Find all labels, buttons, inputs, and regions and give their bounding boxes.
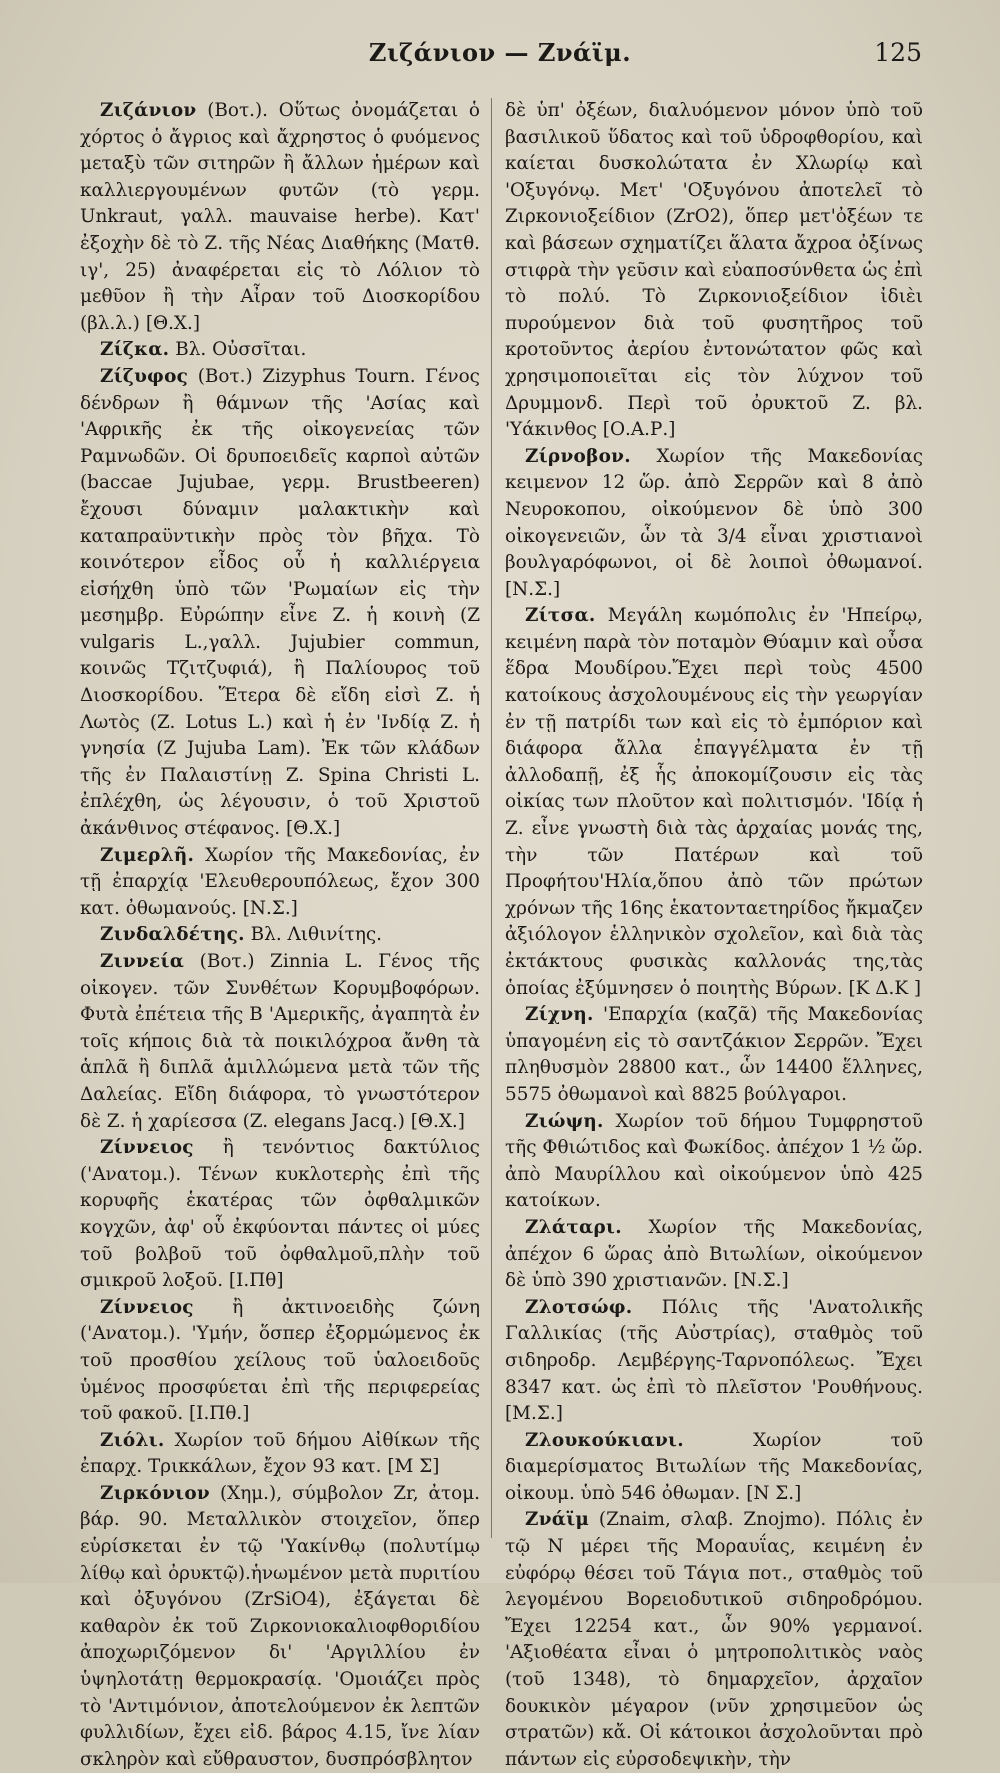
entry-headword: Ζλάταρι. [525,1216,622,1238]
entry-text: (Znaim, σλαβ. Znojmo). Πόλις ἐν τῷ Ν μέρει τῆς Μοραυΐας, κειμένη ἐν εὐφόρῳ θέσει τοῦ Τάγια ποτ., σταθμὸς τοῦ λεγομένου Βορειοδυτικοῦ σιδηροδρόμου. Ἔχει 12254 κατ., ὧν 90% γερμανοί. 'Αξιοθέατα εἶναι ὁ μητροπολιτικὸς ναὸς (τοῦ 1348), τὸ δημαρχεῖον, ἀρχαῖον δουκικὸν μέγαρον (νῦν χρησιμεῦον ὡς στρατῶν) κἄ. Οἱ κάτοικοι ἀσχολοῦνται πρὸ πάντων εἰς εὐρσοδεψικὴν, τὴν [505,1509,923,1770]
entry-text: (Βοτ.) Zizyphus Tourn. Γένος δένδρων ἢ θάμνων τῆς 'Ασίας καὶ 'Αφρικῆς ἐκ τῆς οἰκογενείας τῶν Ραμνωδῶν. Οἱ δρυποειδεῖς καρποὶ αὐτῶν (baccae Jujubae, γερμ. Brustbeeren) ἔχουσι δύναμιν μαλακτικὴν καὶ καταπραϋντικὴν πρὸς τὸν βῆχα. Τὸ κοινότερον εἶδος οὗ ἡ καλλιέργεια εἰσήχθη ὑπὸ τῶν 'Ρωμαίων εἰς τὴν μεσημβρ. Εὐρώπην εἶνε Ζ. ἡ κοινὴ (Z vulgaris L.,γαλλ. Jujubier commun, κοινῶς Τζιτζυφιά), ἢ Παλίουρος τοῦ Διοσκορίδου. Ἕτερα δὲ εἴδη εἰσὶ Ζ. ἡ Λωτὸς (Z. Lotus L.) καὶ ἡ ἐν 'Ινδίᾳ Ζ. ἡ γνησία (Z Jujuba Lam). Ἐκ τῶν κλάδων τῆς ἐν Παλαιστίνῃ Z. Spina Christi L. ἐπλέχθη, ὡς λέγουσιν, ὁ τοῦ Χριστοῦ ἀκάνθινος στέφανος. [Θ.Χ.] [80,365,480,840]
entry-headword: Ζίτσα. [525,605,596,627]
entry-headword: Ζιμερλῆ. [100,844,195,866]
entry-text: Χωρίον τοῦ δήμου Τυμφρηστοῦ τῆς Φθιώτιδος καὶ Φωκίδος. ἀπέχον 1 ½ ὥρ. ἀπὸ Μαυρίλλου καὶ οἰκούμενον ὑπὸ 425 κατοίκων. [505,1110,923,1212]
entry [80,337,480,364]
entry [505,444,923,604]
entry [505,603,923,1002]
entry [505,1507,923,1773]
entry-headword: Ζίρνοβον. [525,445,631,467]
entry [80,949,480,1135]
entry [505,1002,923,1108]
entry-text: Χωρίον τῆς Μακεδονίας κειμενον 12 ὥρ. ἀπὸ Σερρῶν καὶ 8 ἀπὸ Νευροκοπου, οἰκούμενον δὲ ὑπὸ 300 οἰκογενειῶν, ὧν τὰ 3/4 εἶναι χριστιανοὶ βουλγαρόφωνοι, οἱ δὲ λοιποὶ ὀθωμανοί. [Ν.Σ.] [505,445,923,600]
entry-headword: Ζίζυφος [100,365,189,387]
entry-text: Χωρίον τῆς Μακεδονίας, ἀπέχον 6 ὥρας ἀπὸ Βιτωλίων, οἰκούμενον δὲ ὑπὸ 390 χριστιανῶν. [Ν.Σ.] [505,1216,923,1292]
entry [505,98,923,444]
entry-text: Μεγάλη κωμόπολις ἐν 'Ηπείρῳ, κειμένη παρὰ τὸν ποταμὸν Θύαμιν καὶ οὖσα ἕδρα Μουδίρου.Ἔχει περὶ τοὺς 4500 κατοίκους ἀσχολουμένους εἰς τὴν γεωργίαν ἐν τῇ πατρίδι των καὶ εἰς τὸ ἐμπόριον καὶ διάφορα ἄλλα ἐπαγγέλματα ἐν τῇ ἀλλοδαπῇ, ἐξ ἧς ἀποκομίζουσιν εἰς τὰς οἰκίας των πλοῦτον καὶ πολιτισμόν. 'Ιδίᾳ ἡ Ζ. εἶνε γνωστὴ διὰ τὰς ἀρχαίας μονάς της, τὴν τῶν Πατέρων καὶ τοῦ Προφήτου'Ηλία,ὅπου ἀπὸ τῶν πρώτων χρόνων τῆς 16ης ἑκατονταετηρίδος ἤκμαζεν ἀξιόλογον ἑλληνικὸν σχολεῖον, καὶ διὰ τὰς ἐκτάκτους φυσικὰς καλλονάς της,τὰς ὁποίας ἐξύμνησεν ὁ ποιητὴς Βύρων. [Κ Δ.Κ ] [505,605,923,999]
entry-text: Χωρίον τῆς Μακεδονίας, ἐν τῇ ἐπαρχίᾳ 'Ελευθερουπόλεως, ἔχον 300 κατ. ὀθωμανούς. [Ν.Σ.] [80,844,480,919]
entry-headword: Ζιόλι. [100,1429,165,1451]
entry [505,1109,923,1215]
entry-headword: Ζίννειος [100,1137,194,1159]
entry-headword: Ζλουκούκιανι. [525,1429,684,1451]
page-number: 125 [874,38,922,67]
entry-text: 'Επαρχία (καζᾶ) τῆς Μακεδονίας ὑπαγομένη εἰς τὸ σαντζάκιον Σερρῶν. Ἔχει πληθυσμὸν 28800 κατ., ὧν 14400 ἕλληνες, 5575 ὀθωμανοὶ καὶ 8825 βούλγαροι. [505,1004,923,1105]
entry-headword: Ζλοτσώφ. [525,1296,633,1318]
entry-text: (Βοτ.) Zinnia L. Γένος τῆς οἰκογεν. τῶν Συνθέτων Κορυμβοφόρων. Φυτὰ ἐπέτεια τῆς Β 'Αμερικῆς, ἀγαπητὰ ἐν τοῖς κήποις διὰ τὰ ποικιλόχροα ἄνθη τὰ ἁπλᾶ ἢ διπλᾶ ἁμιλλώμενα μετὰ τῶν τῆς Δαλείας. Εἴδη διάφορα, τὸ γνωστότερον δὲ Ζ. ἡ χαρίεσσα (Z. elegans Jacq.) [Θ.Χ.] [80,951,480,1132]
entry-text: ἢ τενόντιος δακτύλιος ('Ανατομ.). Τένων κυκλοτερὴς ἐπὶ τῆς κορυφῆς ἑκατέρας τῶν ὀφθαλμικῶν κογχῶν, ἀφ' οὗ ἐκφύονται πάντες οἱ μύες τοῦ βολβοῦ τοῦ ὀφθαλμοῦ,πλὴν τοῦ σμικροῦ λοξοῦ. [Ι.Πθ] [80,1137,480,1292]
entry [80,98,480,337]
entry-headword: Ζιώψη. [525,1110,604,1132]
entry [505,1428,923,1508]
entry [80,843,480,923]
entry [505,1215,923,1295]
entry-headword: Ζιννεία [100,951,185,972]
left-column [80,98,480,1773]
entry-headword: Ζίννειος [100,1296,194,1318]
entry-headword: Ζινδαλδέτης. [100,924,245,946]
entry-headword: Ζιρκόνιον [100,1482,210,1504]
entry-text: ἢ ἀκτινοειδὴς ζώνη ('Ανατομ.). 'Υμήν, ὅσπερ ἐξορμώμενος ἐκ τοῦ προσθίου χείλους τοῦ ὑαλοειδοῦς ὑμένος προσφύεται ἐπὶ τῆς περιφερείας τοῦ φακοῦ. [Ι.Πθ.] [80,1296,480,1425]
entry-text: Βλ. Λιθινίτης. [250,924,383,946]
entry [80,364,480,843]
entry-text: Χωρίον τοῦ διαμερίσματος Βιτωλίων τῆς Μακεδονίας, οἰκουμ. ὑπὸ 546 ὀθωμαν. [Ν Σ.] [505,1429,923,1504]
entry-text: Βλ. Οὐσσῖται. [175,339,307,361]
right-column [505,98,923,1773]
column-rule [491,98,492,1538]
entry [505,1295,923,1428]
running-head: Ζιζάνιον — Ζνάϊμ. [368,38,632,67]
entry-text: Χωρίον τοῦ δήμου Αἰθίκων τῆς ἐπαρχ. Τρικκάλων, ἔχον 93 κατ. [Μ Σ] [80,1429,480,1478]
entry [80,1135,480,1295]
entry [80,1295,480,1428]
entry-headword: Ζιζάνιον [100,100,197,121]
entry-text: (Βοτ.). Οὕτως ὀνομάζεται ὁ χόρτος ὁ ἄγριος καὶ ἄχρηστος ὁ φυόμενος μεταξὺ τῶν σιτηρῶν ἢ ἄλλων ἡμέρων καὶ καλλιεργουμένων φυτῶν (τὸ γερμ. Unkraut, γαλλ. mauvaise herbe). Κατ' ἐξοχὴν δὲ τὸ Ζ. τῆς Νέας Διαθήκης (Ματθ. ιγ', 25) ἀναφέρεται εἰς τὸ Λόλιον τὸ μεθῦον ἢ τὴν Αἶραν τοῦ Διοσκορίδου (βλ.λ.) [Θ.Χ.] [80,100,480,334]
entry-text: δὲ ὑπ' ὀξέων, διαλυόμενον μόνον ὑπὸ τοῦ βασιλικοῦ ὕδατος καὶ τοῦ ὑδροφθορίου, καὶ καίεται δυσκολώτατα ἐν Χλωρίῳ καὶ 'Οξυγόνῳ. Μετ' 'Οξυγόνου ἀποτελεῖ τὸ Ζιρκονιοξείδιον (ZrO2), ὅπερ μετ'ὀξέων τε καὶ βάσεων σχηματίζει ἅλατα ἄχροα ὀξίνως στιφρὰ τὴν γεῦσιν καὶ εὐαποσύνθετα ὡς ἐπὶ τὸ πολύ. Τὸ Ζιρκονιοξείδιον ἰδιὲι πυρούμενον διὰ τοῦ φυσητῆρος τοῦ κροτοῦντος ἀερίου ἐντονώτατον φῶς καὶ χρησιμοποιεῖται εἰς τὸν λύχνον τοῦ Δρυμμονδ. Περὶ τοῦ ὀρυκτοῦ Ζ. βλ. 'Υάκινθος [Ο.Α.Ρ.] [505,100,923,441]
entry [80,922,480,949]
entry-headword: Ζίζκα. [100,339,170,361]
entry [80,1481,480,1773]
entry-text: Πόλις τῆς 'Ανατολικῆς Γαλλικίας (τῆς Αὐστρίας), σταθμὸς τοῦ σιδηροδρ. Λεμβέργης-Ταρνοπόλεως. Ἔχει 8347 κατ. ὡς ἐπὶ τὸ πλεῖστον 'Ρουθήνους. [Μ.Σ.] [505,1296,923,1425]
entry-headword: Ζίχνη. [525,1004,594,1026]
entry [80,1428,480,1481]
entry-headword: Ζνάϊμ [525,1509,590,1531]
entry-text: (Χημ.), σύμβολον Zr, ἀτομ. βάρ. 90. Μεταλλικὸν στοιχεῖον, ὅπερ εὑρίσκεται ἐν τῷ 'Υακίνθῳ (πολυτίμῳ λίθῳ καὶ ὀρυκτῷ).ἡνωμένον μετὰ πυριτίου καὶ ὀξυγόνου (ZrSiO4), ἐξάγεται δὲ καθαρὸν ἐκ τοῦ Ζιρκονιοκαλιοφθοριδίου ἀποχωριζόμενον δι' 'Αργιλλίου ἐν ὑψηλοτάτῃ θερμοκρασίᾳ. 'Ομοιάζει πρὸς τὸ 'Αντιμόνιον, ἀποτελούμενον ἐκ λεπτῶν φυλλιδίων, ἔχει εἰδ. βάρος 4.15, ἴνε λίαν σκληρὸν καὶ εὔθραυστον, δυσπρόσβλητον [80,1482,480,1770]
